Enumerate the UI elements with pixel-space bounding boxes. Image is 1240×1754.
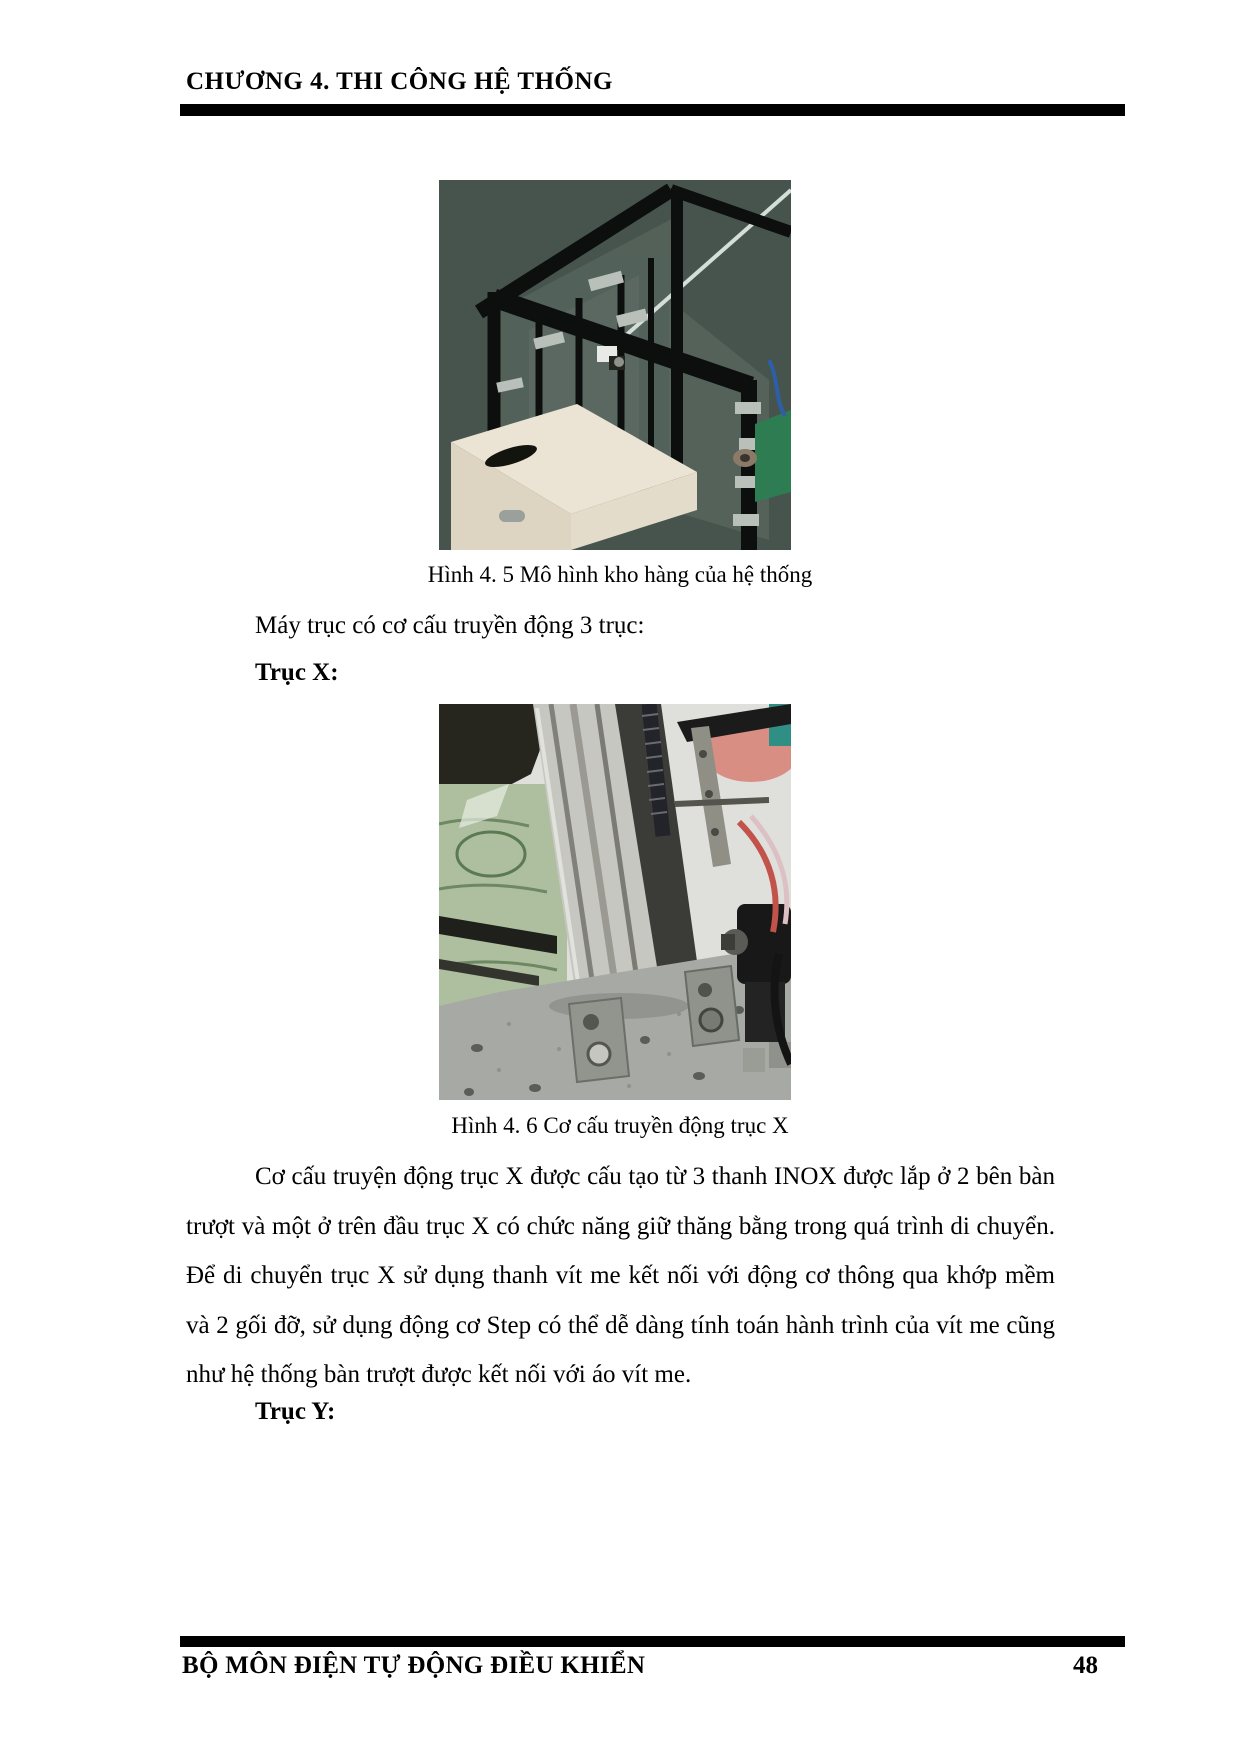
column-bracket <box>569 998 629 1082</box>
chapter-header-title: CHƯƠNG 4. THI CÔNG HỆ THỐNG <box>186 68 613 95</box>
figure-caption-4-6: Hình 4. 6 Cơ cấu truyền động trục X <box>451 1113 789 1138</box>
banknote-fabric <box>439 784 567 1014</box>
figure-caption-4-5: Hình 4. 5 Mô hình kho hàng của hệ thống <box>427 562 813 587</box>
intro-line: Máy trục có cơ cấu truyền động 3 trục: <box>255 612 645 639</box>
axis-x-label: Trục X: <box>255 659 339 686</box>
footer-rule <box>180 1636 1125 1647</box>
warehouse-model-photo <box>439 180 791 550</box>
footer-page-number: 48 <box>1073 1652 1098 1679</box>
x-axis-mechanism-photo <box>439 704 791 1100</box>
x-axis-mechanism-illustration <box>439 704 791 1100</box>
header-rule <box>180 104 1125 116</box>
axis-y-label: Trục Y: <box>255 1398 336 1425</box>
warehouse-model-illustration <box>439 180 791 550</box>
body-paragraph: Cơ cấu truyện động trục X được cấu tạo từ 3 thanh INOX được lắp ở 2 bên bàn trượt và một ở trên đầu trục X có chức năng giữ thăng bằng trong quá trình di chuyển. Để di chuyển trục X sử dụng thanh vít me kết nối với động cơ thông qua khớp mềm và 2 gối đỡ, sử dụng động cơ Step có thể dễ dàng tính toán hành trình của vít me cũng như hệ thống bàn trượt được kết nối với áo vít me. <box>186 1163 1055 1388</box>
right-bracket <box>685 966 739 1046</box>
footer-department: BỘ MÔN ĐIỆN TỰ ĐỘNG ĐIỀU KHIỂN <box>182 1652 646 1679</box>
